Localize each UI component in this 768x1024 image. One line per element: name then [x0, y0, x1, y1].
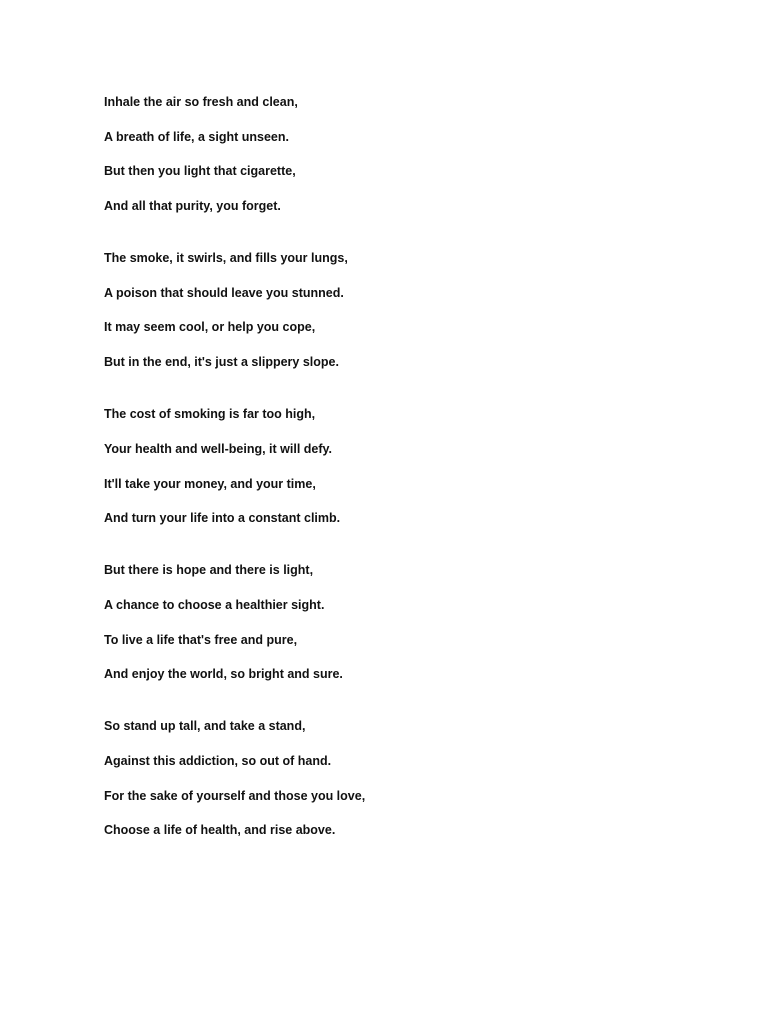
stanza-1	[104, 93, 704, 215]
poem-line: And turn your life into a constant climb.	[104, 511, 341, 526]
stanza-3	[104, 405, 704, 527]
poem-line: But in the end, it's just a slippery slope.	[104, 355, 339, 370]
poem-line: But there is hope and there is light,	[104, 563, 314, 578]
poem-line: Your health and well-being, it will defy.	[104, 441, 333, 456]
poem-line: A breath of life, a sight unseen.	[104, 129, 289, 144]
poem-line: So stand up tall, and take a stand,	[104, 719, 306, 734]
poem-line: The smoke, it swirls, and fills your lungs,	[104, 251, 348, 266]
stanza-2	[104, 249, 704, 371]
poem-line: The cost of smoking is far too high,	[104, 407, 316, 422]
poem-line: A poison that should leave you stunned.	[104, 285, 344, 300]
poem-line: And all that purity, you forget.	[104, 199, 281, 214]
poem-line: And enjoy the world, so bright and sure.	[104, 667, 343, 682]
poem-line: A chance to choose a healthier sight.	[104, 597, 325, 612]
poem-line: To live a life that's free and pure,	[104, 632, 298, 647]
poem-line: It'll take your money, and your time,	[104, 476, 316, 491]
stanza-5	[104, 717, 704, 839]
poem-body	[104, 93, 704, 873]
stanza-4	[104, 561, 704, 683]
poem-line: For the sake of yourself and those you love,	[104, 788, 366, 803]
poem-line: Inhale the air so fresh and clean,	[104, 95, 298, 109]
poem-line: Choose a life of health, and rise above.	[104, 823, 336, 838]
poem-line: But then you light that cigarette,	[104, 164, 296, 179]
poem-line: Against this addiction, so out of hand.	[104, 753, 332, 768]
poem-line: It may seem cool, or help you cope,	[104, 320, 316, 335]
